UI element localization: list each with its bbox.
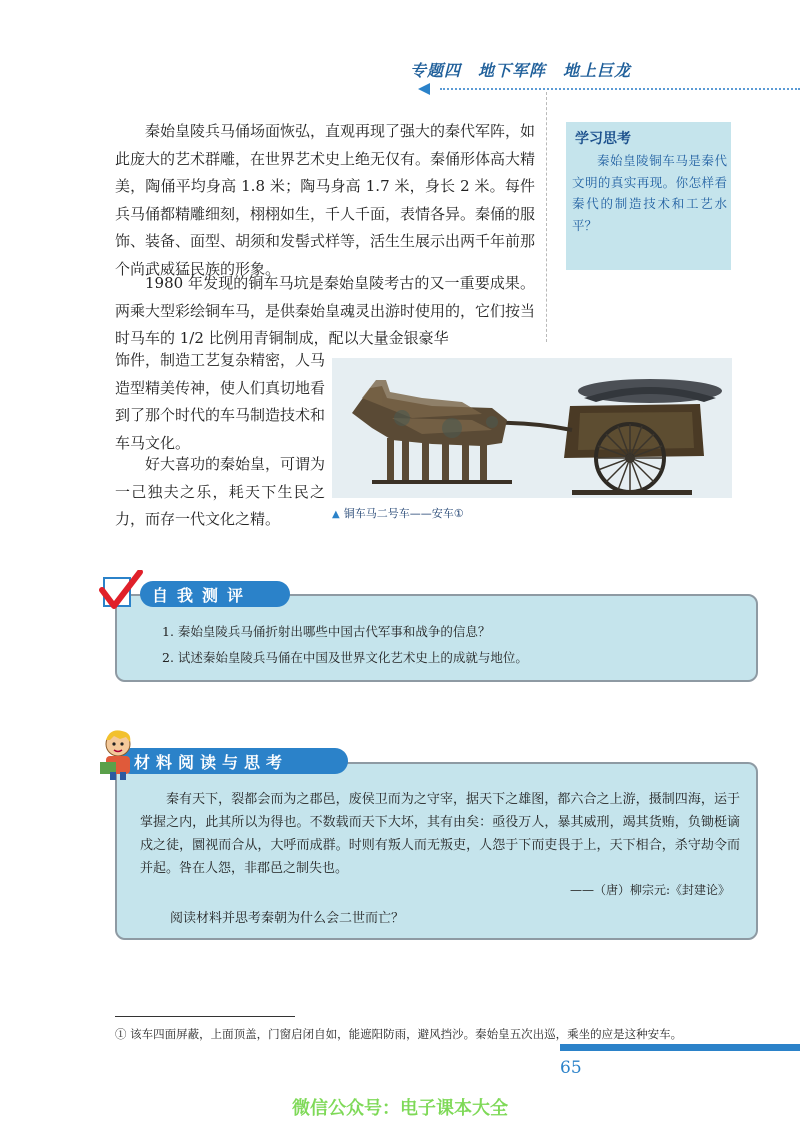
reading-passage: 秦有天下，裂都会而为之郡邑，废侯卫而为之守宰，据天下之雄图，都六合之上游，摄制四海，运于掌握之内，此其所以为得也。不数载而天下大坏，其有由矣：亟役万人，暴其威刑，竭其货贿，负锄梃谪戍之徒，圜视而合从，大呼而成群。时则有叛人而无叛吏，人怨于下而吏畏于上，天下相合，杀守劫令而并起。咎在人怨，非郡邑之制失也。 (140, 792, 740, 876)
footnote: ① 该车四面屏蔽，上面顶盖，门窗启闭自如，能遮阳防雨，避风挡沙。秦始皇五次出巡，乘坐的应是这种安车。 (115, 1027, 683, 1041)
footnote-divider (115, 1016, 295, 1017)
margin-divider (546, 92, 547, 342)
study-think-title: 学习思考 (575, 131, 631, 147)
arrow-left-icon (418, 83, 430, 95)
page-number: 65 (560, 1058, 582, 1078)
triangle-icon: ▲ (332, 509, 340, 520)
self-test-question-1: 1. 秦始皇陵兵马俑折射出哪些中国古代军事和战争的信息？ (162, 624, 491, 639)
header-divider (440, 88, 800, 90)
watermark: 微信公众号：电子课本大全 (292, 1098, 508, 1119)
paragraph-chariot-craft: 饰件，制造工艺复杂精密，人马造型精美传神，使人们真切地看到了那个时代的车马制造技术和车马文化。 (115, 351, 326, 452)
caption-text: 铜车马二号车——安车① (343, 507, 464, 520)
reading-source: ——（唐）柳宗元:《封建论》 (569, 883, 730, 897)
reading-boy-icon (96, 728, 138, 780)
paragraph-terracotta: 秦始皇陵兵马俑场面恢弘，直观再现了强大的秦代军阵，如此庞大的艺术群雕，在世界艺术史上绝无仅有。秦俑形体高大精美，陶俑平均身高 1.8 米；陶马身高 1.7 米，身长 2 米。每件兵马俑都精雕细刻，栩栩如生，千人千面，表情各异。秦俑的服饰、装备、面型、胡须和发髻式样等，活生生展示出两千年前那个尚武威猛民族的形象。 (115, 122, 536, 278)
figure-caption (332, 505, 464, 521)
study-think-text: 秦始皇陵铜车马是秦代文明的真实再现。你怎样看秦代的制造技术和工艺水平？ (572, 153, 727, 233)
paragraph-bronze-chariot: 1980 年发现的铜车马坑是秦始皇陵考古的又一重要成果。两乘大型彩绘铜车马，是供秦始皇魂灵出游时使用的，它们按当时马车的 1/2 比例用青铜制成，配以大量金银豪华 (115, 274, 536, 347)
self-test-title: 自我测评 (152, 586, 253, 605)
self-test-question-2: 2. 试述秦始皇陵兵马俑在中国及世界文化艺术史上的成就与地位。 (162, 650, 528, 665)
chapter-title: 专题四 地下军阵 地上巨龙 (410, 61, 632, 80)
reading-title: 材料阅读与思考 (134, 753, 289, 772)
page-bar (560, 1044, 800, 1051)
reading-question: 阅读材料并思考秦朝为什么会二世而亡？ (170, 911, 405, 926)
checkmark-icon (98, 570, 146, 618)
bronze-chariot-image (332, 358, 732, 498)
paragraph-conclusion: 好大喜功的秦始皇，可谓为一己独夫之乐，耗天下生民之力，而存一代文化之精。 (115, 455, 326, 528)
